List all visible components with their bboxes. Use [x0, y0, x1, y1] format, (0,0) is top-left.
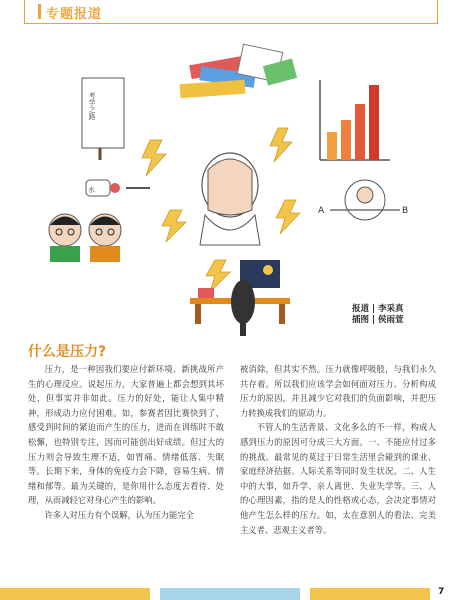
paragraph: 许多人对压力有个误解，认为压力能完全 — [44, 509, 194, 520]
illustrator-credit: 插图 | 侯雨萱 — [352, 315, 404, 325]
reporter-credit: 报道 | 李采真 — [352, 304, 404, 314]
tug-of-war-figure-icon — [318, 180, 408, 220]
paragraph: 压力，是一种因我们要应付新环境、新挑战所产生的心理反应。说起压力，大家普遍上都会想到其坏处，但事实并非如此。压力的好处，能让人集中精神，形成动力应付困难。如，参赛者因比赛快到了，感受到时间的紧迫而产生的压力，进而在训练时不敢松懈，也特别专注，因而可能创出好成绩。但过大的压力则会导致生理不适，如胃痛、情绪低落、失眠等。长期下来，身体的免疫力会下降，容易生病、情绪和郁等。最为关键的，是你用什么态度去看待、处理，从而减轻它对身心产生的影响。 — [28, 364, 224, 506]
section-title: 专题报道 — [46, 7, 103, 22]
graph-label-a: A — [318, 206, 325, 216]
bottle-label: 水 — [88, 186, 95, 194]
footer-bar-yellow — [310, 588, 430, 600]
sick-thermometer-icon — [86, 180, 150, 196]
page-number: 7 — [438, 587, 445, 597]
paragraph: 不管人的生活背景、文化多么的不一样，构成人感到压力的原因可分成三大方面。一、不能应付过多的挑战。最常见的莫过于日常生活里会碰到的课业、家庭经济拮据、人际关系等同时发生状况。二、人生中的大事，如升学、亲人离世、失业失学等。三、人的心理因素，指的是人的性格或心态，会决定事情对他产生怎么样的压力。如，太在意别人的看法、完美主义者、悲观主义者等。 — [240, 422, 436, 535]
graph-label-b: B — [402, 206, 409, 216]
footer-bar-blue — [160, 588, 300, 600]
footer-bar-yellow — [0, 588, 150, 600]
bar-chart-icon — [320, 80, 390, 160]
article-column-right — [240, 362, 436, 537]
two-students-icon — [49, 214, 121, 262]
section-header — [0, 0, 462, 26]
header-accent-bar — [38, 4, 41, 19]
signpost-icon — [82, 78, 124, 160]
stress-illustration — [30, 30, 430, 340]
books-pile-icon — [180, 44, 297, 98]
article-column-left — [28, 362, 224, 523]
paragraph: 被消除，但其实不然。压力就像呼吸般，与我们永久共存着。所以我们应该学会如何面对压力、分析构成压力的原因，并且减少它对我们的负面影响，并把压力转换成我们的原动力。 — [240, 364, 436, 418]
credits — [352, 304, 404, 326]
desk-night-study-icon — [190, 260, 290, 336]
footer-color-bars — [0, 588, 462, 600]
crying-girl-icon — [200, 153, 260, 245]
article-title: 什么是压力? — [28, 344, 107, 360]
sign-text: 考学之路 — [88, 92, 96, 120]
